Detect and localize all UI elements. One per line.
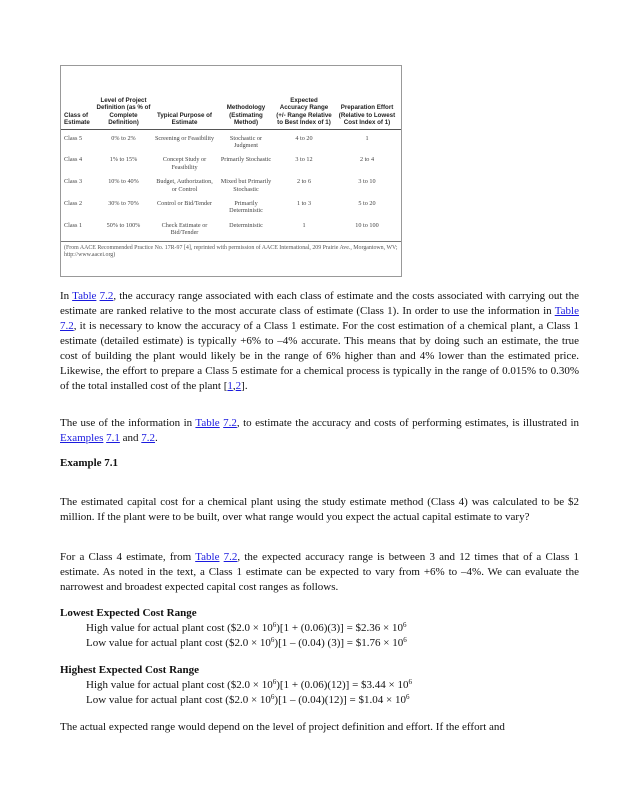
table-number-link[interactable]: 7.2 bbox=[223, 417, 237, 429]
table-cell: Mixed but Primarily Stochastic bbox=[220, 178, 272, 193]
text-run: )[1 + (0.06)(12)] = $3.44 × 10 bbox=[276, 679, 409, 691]
paragraph-solution-intro bbox=[60, 550, 579, 595]
highest-range-heading: Highest Expected Cost Range bbox=[60, 664, 200, 676]
example-heading: Example 7.1 bbox=[60, 457, 119, 469]
col-header: Preparation Effort (Relative to Lowest Cost Index of 1) bbox=[338, 104, 396, 127]
table-cell: 1 bbox=[365, 134, 369, 142]
reference-link-2[interactable]: 2 bbox=[235, 380, 242, 392]
highest-low-value-equation bbox=[86, 694, 409, 706]
text-run: )[1 – (0.04)(12)] = $1.04 × 10 bbox=[274, 694, 406, 706]
exponent: 6 bbox=[272, 621, 277, 629]
table-number-link[interactable]: 7.2 bbox=[60, 320, 74, 332]
text-run: . bbox=[155, 432, 158, 444]
paragraph-accuracy-range bbox=[60, 289, 579, 394]
table-cell: 2 to 4 bbox=[359, 156, 375, 164]
text-run: The use of the information in bbox=[60, 417, 196, 429]
text-run: and bbox=[119, 432, 142, 444]
table-cell: Primarily Stochastic bbox=[220, 156, 272, 164]
table-cell: Class 2 bbox=[64, 199, 83, 207]
table-link[interactable]: Table bbox=[195, 417, 220, 429]
table-cell: 0% to 2% bbox=[111, 134, 136, 142]
text-run: , bbox=[232, 380, 236, 392]
table-cell: Control or Bid/Tender bbox=[157, 199, 212, 207]
estimate-class-table bbox=[61, 66, 401, 242]
table-cell: 3 to 12 bbox=[295, 156, 313, 164]
table-row bbox=[61, 193, 401, 215]
paragraph-use-of-information bbox=[60, 416, 579, 446]
example-7-1-link[interactable]: 7.1 bbox=[106, 432, 120, 444]
table-number-link[interactable]: 7.2 bbox=[99, 290, 114, 302]
col-header: Methodology (Estimating Method) bbox=[226, 104, 266, 127]
text-run: ]. bbox=[241, 380, 248, 392]
table-cell: Class 5 bbox=[64, 134, 83, 142]
table-cell: Class 4 bbox=[64, 156, 83, 164]
text-run: Low value for actual plant cost ($2.0 × 10 bbox=[86, 694, 271, 706]
table-cell: Primarily Deterministic bbox=[229, 199, 263, 215]
exponent: 6 bbox=[403, 621, 407, 629]
table-cell: Concept Study or Feasibility bbox=[162, 156, 207, 171]
text-run: , the expected accuracy range is between 3 and 12 times that of a Class 1 estimate. As noted in the text, a Class 1 estimate can be expected to vary from +6% to –4%. We can evaluate the narrowest and broadest expected capital cost ranges as follows. bbox=[60, 551, 579, 593]
table-row bbox=[61, 149, 401, 171]
col-header: Class of Estimate bbox=[64, 111, 90, 127]
text-run: , it is necessary to know the accuracy of a Class 1 estimate. For the cost estimation of a chemical plant, a Class 1 estimate (detailed estimate) is typically +6% to –4% accurate. This means that by doing such an estimate, the true cost of building the plant would likely be in the range of 6% higher than and 4% lower than the estimated price. Likewise, the effort to prepare a Class 5 estimate for a chemical process is typically in the range of 0.015% to 0.30% of the total installed cost of the plant [ bbox=[60, 320, 579, 392]
table-cell: 50% to 100% bbox=[106, 221, 141, 229]
table-cell: 5 to 20 bbox=[358, 199, 376, 207]
lowest-range-heading: Lowest Expected Cost Range bbox=[60, 607, 197, 619]
exponent: 6 bbox=[270, 693, 275, 701]
col-header: Typical Purpose of Estimate bbox=[157, 111, 212, 127]
table-cell: Budget, Authorization, or Control bbox=[156, 178, 213, 193]
table-link[interactable]: Table bbox=[554, 305, 579, 317]
table-number-link[interactable]: 7.2 bbox=[223, 551, 238, 563]
table-cell: Class 3 bbox=[64, 178, 83, 186]
table-cell: Screening or Feasibility bbox=[154, 134, 215, 142]
text-run: , to estimate the accuracy and costs of performing estimates, is illustrated in bbox=[236, 417, 579, 429]
exponent: 6 bbox=[408, 678, 413, 686]
table-header-row bbox=[61, 66, 401, 129]
example-7-2-link[interactable]: 7.2 bbox=[141, 432, 156, 444]
examples-link[interactable]: Examples bbox=[60, 432, 104, 444]
table-cell: 1 bbox=[302, 221, 306, 229]
table-cell: Check Estimate or Bid/Tender bbox=[161, 221, 208, 237]
lowest-low-value-equation bbox=[86, 637, 407, 649]
exponent: 6 bbox=[272, 678, 277, 686]
exponent: 6 bbox=[270, 636, 275, 644]
paragraph-closing: The actual expected range would depend on the level of project definition and effort. If the effort and bbox=[60, 721, 505, 733]
text-run: High value for actual plant cost ($2.0 × 10 bbox=[86, 679, 273, 691]
paragraph-problem-statement: The estimated capital cost for a chemical plant using the study estimate method (Class 4) was calculated to be $2 million. If the plant were to be built, over what range would you expect the actual capital estimate to vary? bbox=[60, 496, 579, 523]
table-cell: Deterministic bbox=[229, 221, 263, 229]
table-cell: Stochastic or Judgment bbox=[229, 134, 263, 149]
text-run: , the accuracy range associated with each class of estimate and the costs associated with carrying out the estimate are ranked relative to the most accurate class of estimate (Class 1). In order to use the information in bbox=[60, 290, 579, 317]
lowest-high-value-equation bbox=[86, 622, 407, 634]
table-source-note: (From AACE Recommended Practice No. 17R-97 [4], reprinted with permission of AACE International, 209 Prairie Ave., Morgantown, WV; http://www.aacei.org) bbox=[64, 244, 398, 259]
table-cell: 4 to 20 bbox=[295, 134, 313, 142]
table-cell: 30% to 70% bbox=[108, 199, 139, 207]
text-run: )[1 – (0.04) (3)] = $1.76 × 10 bbox=[274, 637, 404, 649]
reference-link-1[interactable]: 1 bbox=[227, 380, 233, 392]
table-row bbox=[61, 171, 401, 193]
col-header: Expected Accuracy Range (+/- Range Relative to Best Index of 1) bbox=[276, 96, 332, 127]
table-cell: 1% to 15% bbox=[109, 156, 138, 164]
table-link[interactable]: Table bbox=[195, 551, 220, 563]
exponent: 6 bbox=[403, 636, 407, 644]
table-cell: Class 1 bbox=[64, 221, 83, 229]
text-run: For a Class 4 estimate, from bbox=[60, 551, 196, 563]
table-cell: 2 to 6 bbox=[296, 178, 312, 186]
table-row bbox=[61, 129, 401, 149]
table-link[interactable]: Table bbox=[72, 290, 97, 302]
exponent: 6 bbox=[405, 693, 410, 701]
table-cell: 3 to 10 bbox=[358, 178, 376, 186]
text-run: Low value for actual plant cost ($2.0 × 10 bbox=[86, 637, 271, 649]
text-run: In bbox=[60, 290, 73, 302]
highest-high-value-equation bbox=[86, 679, 412, 691]
table-row bbox=[61, 215, 401, 241]
col-header: Level of Project Definition (as % of Complete Definition) bbox=[96, 96, 151, 127]
table-cell: 1 to 3 bbox=[296, 199, 312, 207]
text-run: High value for actual plant cost ($2.0 × 10 bbox=[86, 622, 273, 634]
table-cell: 10% to 40% bbox=[108, 178, 139, 186]
text-run: )[1 + (0.06)(3)] = $2.36 × 10 bbox=[276, 622, 404, 634]
table-cell: 10 to 100 bbox=[355, 221, 379, 229]
table-7-2-figure bbox=[60, 65, 402, 277]
